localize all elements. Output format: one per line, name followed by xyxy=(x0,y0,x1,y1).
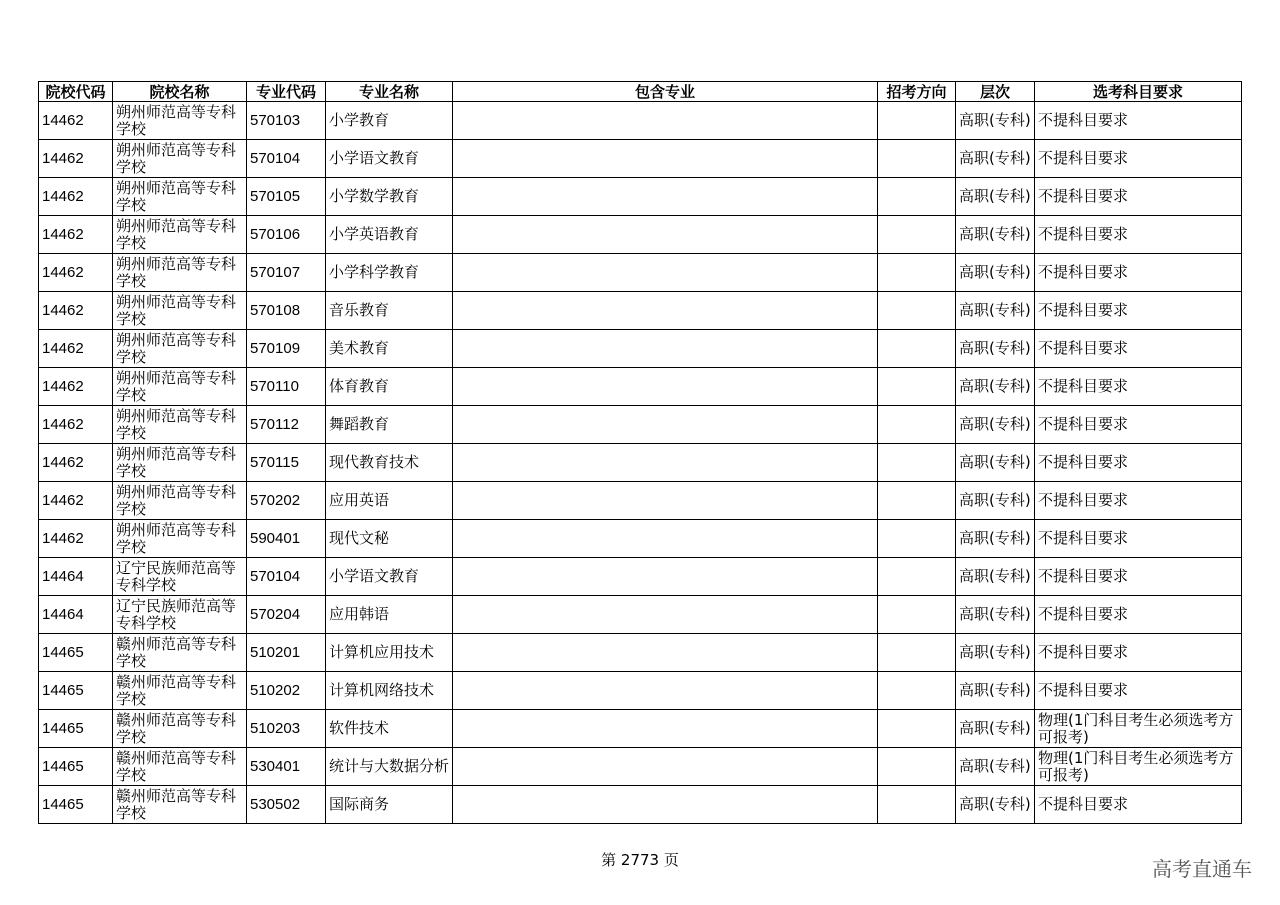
cell-requirement xyxy=(1035,672,1242,710)
cell-major-code-text: 570107 xyxy=(250,264,301,281)
cell-school-name xyxy=(113,786,247,824)
table-row xyxy=(39,710,1242,748)
cell-requirement-text: 不提科目要求 xyxy=(1038,567,1129,585)
header-major-name: 专业名称 xyxy=(326,82,453,102)
cell-major-code-text: 570105 xyxy=(250,188,301,205)
table-row xyxy=(39,178,1242,216)
cell-major-code xyxy=(247,254,326,292)
cell-school-name-text: 赣州师范高等专科学校 xyxy=(116,748,237,784)
cell-school-name-text: 朔州师范高等专科学校 xyxy=(116,292,237,328)
cell-requirement xyxy=(1035,786,1242,824)
cell-level-text: 高职(专科) xyxy=(959,567,1031,585)
cell-direction xyxy=(878,330,956,368)
cell-school-name xyxy=(113,178,247,216)
cell-school-code xyxy=(39,596,113,634)
cell-level-text: 高职(专科) xyxy=(959,339,1031,357)
cell-level xyxy=(956,672,1035,710)
cell-school-name-text: 朔州师范高等专科学校 xyxy=(116,102,237,138)
table-row xyxy=(39,558,1242,596)
cell-major-code-text: 570104 xyxy=(250,150,301,167)
cell-major-code xyxy=(247,520,326,558)
cell-level-text: 高职(专科) xyxy=(959,225,1031,243)
cell-level xyxy=(956,520,1035,558)
cell-school-name-text: 赣州师范高等专科学校 xyxy=(116,710,237,746)
cell-included-majors xyxy=(453,292,878,330)
cell-requirement xyxy=(1035,368,1242,406)
cell-included-majors xyxy=(453,634,878,672)
cell-included-majors xyxy=(453,444,878,482)
cell-school-code xyxy=(39,482,113,520)
cell-major-name xyxy=(326,634,453,672)
cell-major-code-text: 570104 xyxy=(250,568,301,585)
cell-major-name xyxy=(326,748,453,786)
cell-major-code xyxy=(247,102,326,140)
cell-school-name xyxy=(113,406,247,444)
cell-major-name-text: 舞蹈教育 xyxy=(329,415,390,433)
cell-school-code xyxy=(39,558,113,596)
cell-major-code xyxy=(247,710,326,748)
cell-level xyxy=(956,786,1035,824)
cell-major-name xyxy=(326,520,453,558)
cell-school-code-text: 14462 xyxy=(42,492,84,509)
cell-major-name-text: 统计与大数据分析 xyxy=(329,757,450,775)
cell-school-code-text: 14462 xyxy=(42,378,84,395)
cell-level xyxy=(956,634,1035,672)
cell-level xyxy=(956,406,1035,444)
cell-level-text: 高职(专科) xyxy=(959,605,1031,623)
cell-direction xyxy=(878,368,956,406)
cell-requirement xyxy=(1035,482,1242,520)
cell-direction xyxy=(878,596,956,634)
cell-major-code xyxy=(247,482,326,520)
watermark-text: 高考直通车 xyxy=(1152,857,1252,881)
cell-level xyxy=(956,710,1035,748)
cell-requirement xyxy=(1035,520,1242,558)
cell-major-code-text: 570110 xyxy=(250,378,299,395)
cell-major-name xyxy=(326,330,453,368)
cell-level xyxy=(956,216,1035,254)
cell-requirement-text: 不提科目要求 xyxy=(1038,795,1129,813)
cell-school-code-text: 14462 xyxy=(42,150,84,167)
cell-major-name xyxy=(326,672,453,710)
cell-requirement-text: 不提科目要求 xyxy=(1038,377,1129,395)
cell-school-code-text: 14462 xyxy=(42,112,84,129)
cell-requirement-text: 不提科目要求 xyxy=(1038,529,1129,547)
cell-direction xyxy=(878,444,956,482)
cell-direction xyxy=(878,748,956,786)
cell-requirement-text: 不提科目要求 xyxy=(1038,301,1129,319)
cell-school-name-text: 辽宁民族师范高等专科学校 xyxy=(116,558,237,594)
cell-major-name-text: 体育教育 xyxy=(329,377,390,395)
cell-requirement xyxy=(1035,292,1242,330)
cell-level xyxy=(956,368,1035,406)
cell-school-code xyxy=(39,634,113,672)
cell-school-code xyxy=(39,102,113,140)
cell-school-name-text: 朔州师范高等专科学校 xyxy=(116,444,237,480)
cell-major-code xyxy=(247,672,326,710)
cell-level xyxy=(956,330,1035,368)
cell-major-code-text: 570202 xyxy=(250,492,301,509)
cell-requirement xyxy=(1035,634,1242,672)
header-level: 层次 xyxy=(956,82,1035,102)
cell-school-code-text: 14462 xyxy=(42,264,84,281)
cell-requirement-text: 不提科目要求 xyxy=(1038,111,1129,129)
cell-major-name-text: 小学语文教育 xyxy=(329,149,420,167)
cell-school-code xyxy=(39,406,113,444)
cell-direction xyxy=(878,482,956,520)
cell-school-code xyxy=(39,520,113,558)
table-row xyxy=(39,482,1242,520)
table-row xyxy=(39,140,1242,178)
cell-major-name-text: 软件技术 xyxy=(329,719,390,737)
cell-school-name xyxy=(113,634,247,672)
cell-major-code-text: 510201 xyxy=(250,644,301,661)
cell-school-code xyxy=(39,444,113,482)
cell-school-name xyxy=(113,216,247,254)
cell-requirement-text: 不提科目要求 xyxy=(1038,339,1129,357)
cell-school-name-text: 朔州师范高等专科学校 xyxy=(116,216,237,252)
cell-requirement xyxy=(1035,748,1242,786)
cell-school-code-text: 14462 xyxy=(42,454,84,471)
cell-major-name-text: 小学数学教育 xyxy=(329,187,420,205)
cell-level xyxy=(956,748,1035,786)
cell-included-majors xyxy=(453,710,878,748)
cell-requirement-text: 不提科目要求 xyxy=(1038,415,1129,433)
cell-level-text: 高职(专科) xyxy=(959,529,1031,547)
cell-school-name xyxy=(113,368,247,406)
cell-requirement xyxy=(1035,710,1242,748)
cell-direction xyxy=(878,292,956,330)
cell-school-name-text: 朔州师范高等专科学校 xyxy=(116,178,237,214)
cell-school-code xyxy=(39,710,113,748)
cell-major-code xyxy=(247,748,326,786)
cell-major-code xyxy=(247,406,326,444)
cell-included-majors xyxy=(453,406,878,444)
table-row xyxy=(39,634,1242,672)
cell-major-name-text: 国际商务 xyxy=(329,795,390,813)
cell-major-code-text: 570204 xyxy=(250,606,301,623)
cell-level xyxy=(956,254,1035,292)
cell-major-name xyxy=(326,786,453,824)
cell-school-code xyxy=(39,672,113,710)
cell-requirement-text: 不提科目要求 xyxy=(1038,643,1129,661)
cell-school-name xyxy=(113,710,247,748)
table-row xyxy=(39,596,1242,634)
cell-school-code-text: 14465 xyxy=(42,758,84,775)
cell-school-name-text: 赣州师范高等专科学校 xyxy=(116,634,237,670)
cell-included-majors xyxy=(453,102,878,140)
header-requirement: 选考科目要求 xyxy=(1035,82,1242,102)
cell-major-name-text: 小学教育 xyxy=(329,111,390,129)
cell-school-code xyxy=(39,216,113,254)
cell-requirement xyxy=(1035,406,1242,444)
cell-included-majors xyxy=(453,748,878,786)
cell-direction xyxy=(878,102,956,140)
header-major-code: 专业代码 xyxy=(247,82,326,102)
cell-level-text: 高职(专科) xyxy=(959,681,1031,699)
cell-included-majors xyxy=(453,558,878,596)
cell-school-code-text: 14465 xyxy=(42,796,84,813)
cell-level-text: 高职(专科) xyxy=(959,301,1031,319)
cell-requirement-text: 不提科目要求 xyxy=(1038,453,1129,471)
cell-school-name xyxy=(113,102,247,140)
cell-school-name-text: 辽宁民族师范高等专科学校 xyxy=(116,596,237,632)
header-school-code: 院校代码 xyxy=(39,82,113,102)
cell-major-code xyxy=(247,178,326,216)
cell-major-name-text: 美术教育 xyxy=(329,339,390,357)
cell-major-name xyxy=(326,596,453,634)
cell-level xyxy=(956,482,1035,520)
cell-included-majors xyxy=(453,672,878,710)
header-direction: 招考方向 xyxy=(878,82,956,102)
cell-school-name xyxy=(113,444,247,482)
cell-school-name xyxy=(113,140,247,178)
cell-major-code-text: 570109 xyxy=(250,340,301,357)
cell-major-name xyxy=(326,102,453,140)
cell-direction xyxy=(878,254,956,292)
cell-school-code xyxy=(39,330,113,368)
cell-major-code xyxy=(247,292,326,330)
cell-level xyxy=(956,102,1035,140)
cell-requirement xyxy=(1035,216,1242,254)
cell-included-majors xyxy=(453,482,878,520)
cell-requirement-text: 不提科目要求 xyxy=(1038,263,1129,281)
cell-school-code xyxy=(39,178,113,216)
cell-requirement xyxy=(1035,254,1242,292)
cell-major-name-text: 计算机应用技术 xyxy=(329,643,435,661)
cell-requirement-text: 不提科目要求 xyxy=(1038,681,1129,699)
cell-school-code-text: 14465 xyxy=(42,644,84,661)
cell-major-name xyxy=(326,140,453,178)
table-row xyxy=(39,330,1242,368)
cell-included-majors xyxy=(453,216,878,254)
page-number: 第 2773 页 xyxy=(601,851,679,869)
cell-school-code xyxy=(39,748,113,786)
table-row xyxy=(39,672,1242,710)
table-row xyxy=(39,254,1242,292)
cell-school-name-text: 朔州师范高等专科学校 xyxy=(116,368,237,404)
cell-included-majors xyxy=(453,254,878,292)
cell-included-majors xyxy=(453,520,878,558)
cell-requirement-text: 物理(1门科目考生必须选考方可报考) xyxy=(1038,710,1234,746)
cell-included-majors xyxy=(453,140,878,178)
cell-major-name xyxy=(326,558,453,596)
cell-major-code-text: 510203 xyxy=(250,720,301,737)
cell-major-name xyxy=(326,482,453,520)
cell-level xyxy=(956,444,1035,482)
cell-level-text: 高职(专科) xyxy=(959,111,1031,129)
cell-major-name-text: 现代文秘 xyxy=(329,529,390,547)
cell-school-name-text: 赣州师范高等专科学校 xyxy=(116,672,237,708)
cell-school-name-text: 朔州师范高等专科学校 xyxy=(116,254,237,290)
table-body xyxy=(39,102,1242,824)
header-school-name: 院校名称 xyxy=(113,82,247,102)
cell-level xyxy=(956,178,1035,216)
cell-requirement xyxy=(1035,596,1242,634)
cell-major-name xyxy=(326,406,453,444)
cell-requirement xyxy=(1035,140,1242,178)
cell-major-name xyxy=(326,178,453,216)
cell-school-code-text: 14462 xyxy=(42,340,84,357)
cell-major-code-text: 570108 xyxy=(250,302,301,319)
cell-school-name xyxy=(113,596,247,634)
table-row xyxy=(39,102,1242,140)
cell-major-name xyxy=(326,368,453,406)
cell-major-name xyxy=(326,216,453,254)
cell-major-code xyxy=(247,634,326,672)
cell-school-name-text: 朔州师范高等专科学校 xyxy=(116,482,237,518)
cell-direction xyxy=(878,634,956,672)
cell-major-code xyxy=(247,444,326,482)
cell-direction xyxy=(878,216,956,254)
table-row xyxy=(39,786,1242,824)
cell-direction xyxy=(878,672,956,710)
cell-direction xyxy=(878,178,956,216)
cell-major-code-text: 590401 xyxy=(250,530,301,547)
cell-level xyxy=(956,596,1035,634)
cell-level-text: 高职(专科) xyxy=(959,187,1031,205)
cell-direction xyxy=(878,406,956,444)
cell-requirement-text: 不提科目要求 xyxy=(1038,149,1129,167)
cell-level-text: 高职(专科) xyxy=(959,415,1031,433)
cell-major-name-text: 计算机网络技术 xyxy=(329,681,435,699)
cell-major-code-text: 570115 xyxy=(250,454,299,471)
cell-school-name xyxy=(113,292,247,330)
cell-major-name xyxy=(326,254,453,292)
cell-school-code-text: 14464 xyxy=(42,606,84,623)
cell-level-text: 高职(专科) xyxy=(959,491,1031,509)
cell-school-name xyxy=(113,330,247,368)
cell-direction xyxy=(878,520,956,558)
table-row xyxy=(39,520,1242,558)
cell-major-name xyxy=(326,710,453,748)
cell-major-code-text: 570106 xyxy=(250,226,301,243)
cell-school-code-text: 14465 xyxy=(42,682,84,699)
cell-major-code xyxy=(247,216,326,254)
cell-level xyxy=(956,140,1035,178)
cell-level-text: 高职(专科) xyxy=(959,757,1031,775)
cell-direction xyxy=(878,140,956,178)
cell-major-code xyxy=(247,368,326,406)
cell-included-majors xyxy=(453,786,878,824)
cell-school-code-text: 14462 xyxy=(42,226,84,243)
cell-school-name xyxy=(113,482,247,520)
header-included-majors: 包含专业 xyxy=(453,82,878,102)
cell-major-code-text: 570103 xyxy=(250,112,301,129)
cell-major-code-text: 530502 xyxy=(250,796,301,813)
cell-major-code xyxy=(247,330,326,368)
cell-major-name-text: 音乐教育 xyxy=(329,301,390,319)
cell-level-text: 高职(专科) xyxy=(959,719,1031,737)
cell-requirement xyxy=(1035,102,1242,140)
table-row xyxy=(39,748,1242,786)
table-row xyxy=(39,368,1242,406)
table-header-row xyxy=(39,82,1242,102)
table-row xyxy=(39,216,1242,254)
cell-school-code xyxy=(39,368,113,406)
cell-level-text: 高职(专科) xyxy=(959,377,1031,395)
cell-school-name xyxy=(113,558,247,596)
cell-school-name-text: 朔州师范高等专科学校 xyxy=(116,406,237,442)
admission-table xyxy=(38,81,1242,824)
cell-school-code xyxy=(39,140,113,178)
cell-level-text: 高职(专科) xyxy=(959,453,1031,471)
cell-requirement-text: 不提科目要求 xyxy=(1038,491,1129,509)
cell-major-code xyxy=(247,140,326,178)
cell-major-code xyxy=(247,786,326,824)
cell-direction xyxy=(878,710,956,748)
cell-school-name-text: 朔州师范高等专科学校 xyxy=(116,330,237,366)
cell-major-code-text: 530401 xyxy=(250,758,301,775)
cell-major-name-text: 现代教育技术 xyxy=(329,453,420,471)
cell-major-name-text: 小学语文教育 xyxy=(329,567,420,585)
cell-school-code xyxy=(39,292,113,330)
cell-school-name-text: 朔州师范高等专科学校 xyxy=(116,140,237,176)
cell-major-name xyxy=(326,444,453,482)
cell-level-text: 高职(专科) xyxy=(959,795,1031,813)
cell-level-text: 高职(专科) xyxy=(959,643,1031,661)
cell-requirement-text: 不提科目要求 xyxy=(1038,187,1129,205)
cell-major-code-text: 510202 xyxy=(250,682,301,699)
cell-included-majors xyxy=(453,368,878,406)
cell-major-code xyxy=(247,596,326,634)
cell-requirement xyxy=(1035,178,1242,216)
cell-major-code xyxy=(247,558,326,596)
cell-school-name xyxy=(113,672,247,710)
table-row xyxy=(39,444,1242,482)
cell-major-name-text: 小学英语教育 xyxy=(329,225,420,243)
cell-included-majors xyxy=(453,330,878,368)
cell-included-majors xyxy=(453,596,878,634)
cell-school-name-text: 朔州师范高等专科学校 xyxy=(116,520,237,556)
cell-direction xyxy=(878,786,956,824)
cell-school-name-text: 赣州师范高等专科学校 xyxy=(116,786,237,822)
cell-requirement xyxy=(1035,330,1242,368)
cell-major-name-text: 应用韩语 xyxy=(329,605,390,623)
cell-school-code-text: 14462 xyxy=(42,416,84,433)
cell-school-code-text: 14462 xyxy=(42,302,84,319)
cell-level-text: 高职(专科) xyxy=(959,263,1031,281)
cell-requirement xyxy=(1035,444,1242,482)
cell-school-code-text: 14465 xyxy=(42,720,84,737)
cell-school-code-text: 14462 xyxy=(42,530,84,547)
table-row xyxy=(39,406,1242,444)
cell-requirement-text: 不提科目要求 xyxy=(1038,225,1129,243)
cell-level xyxy=(956,292,1035,330)
cell-level-text: 高职(专科) xyxy=(959,149,1031,167)
cell-requirement xyxy=(1035,558,1242,596)
cell-school-code-text: 14464 xyxy=(42,568,84,585)
cell-school-code xyxy=(39,786,113,824)
cell-requirement-text: 物理(1门科目考生必须选考方可报考) xyxy=(1038,748,1234,784)
cell-school-name xyxy=(113,520,247,558)
cell-school-name xyxy=(113,748,247,786)
cell-requirement-text: 不提科目要求 xyxy=(1038,605,1129,623)
cell-major-code-text: 570112 xyxy=(250,416,299,433)
cell-school-code-text: 14462 xyxy=(42,188,84,205)
table-row xyxy=(39,292,1242,330)
cell-major-name-text: 应用英语 xyxy=(329,491,390,509)
cell-included-majors xyxy=(453,178,878,216)
cell-direction xyxy=(878,558,956,596)
cell-level xyxy=(956,558,1035,596)
cell-major-name-text: 小学科学教育 xyxy=(329,263,420,281)
cell-school-name xyxy=(113,254,247,292)
cell-major-name xyxy=(326,292,453,330)
cell-school-code xyxy=(39,254,113,292)
